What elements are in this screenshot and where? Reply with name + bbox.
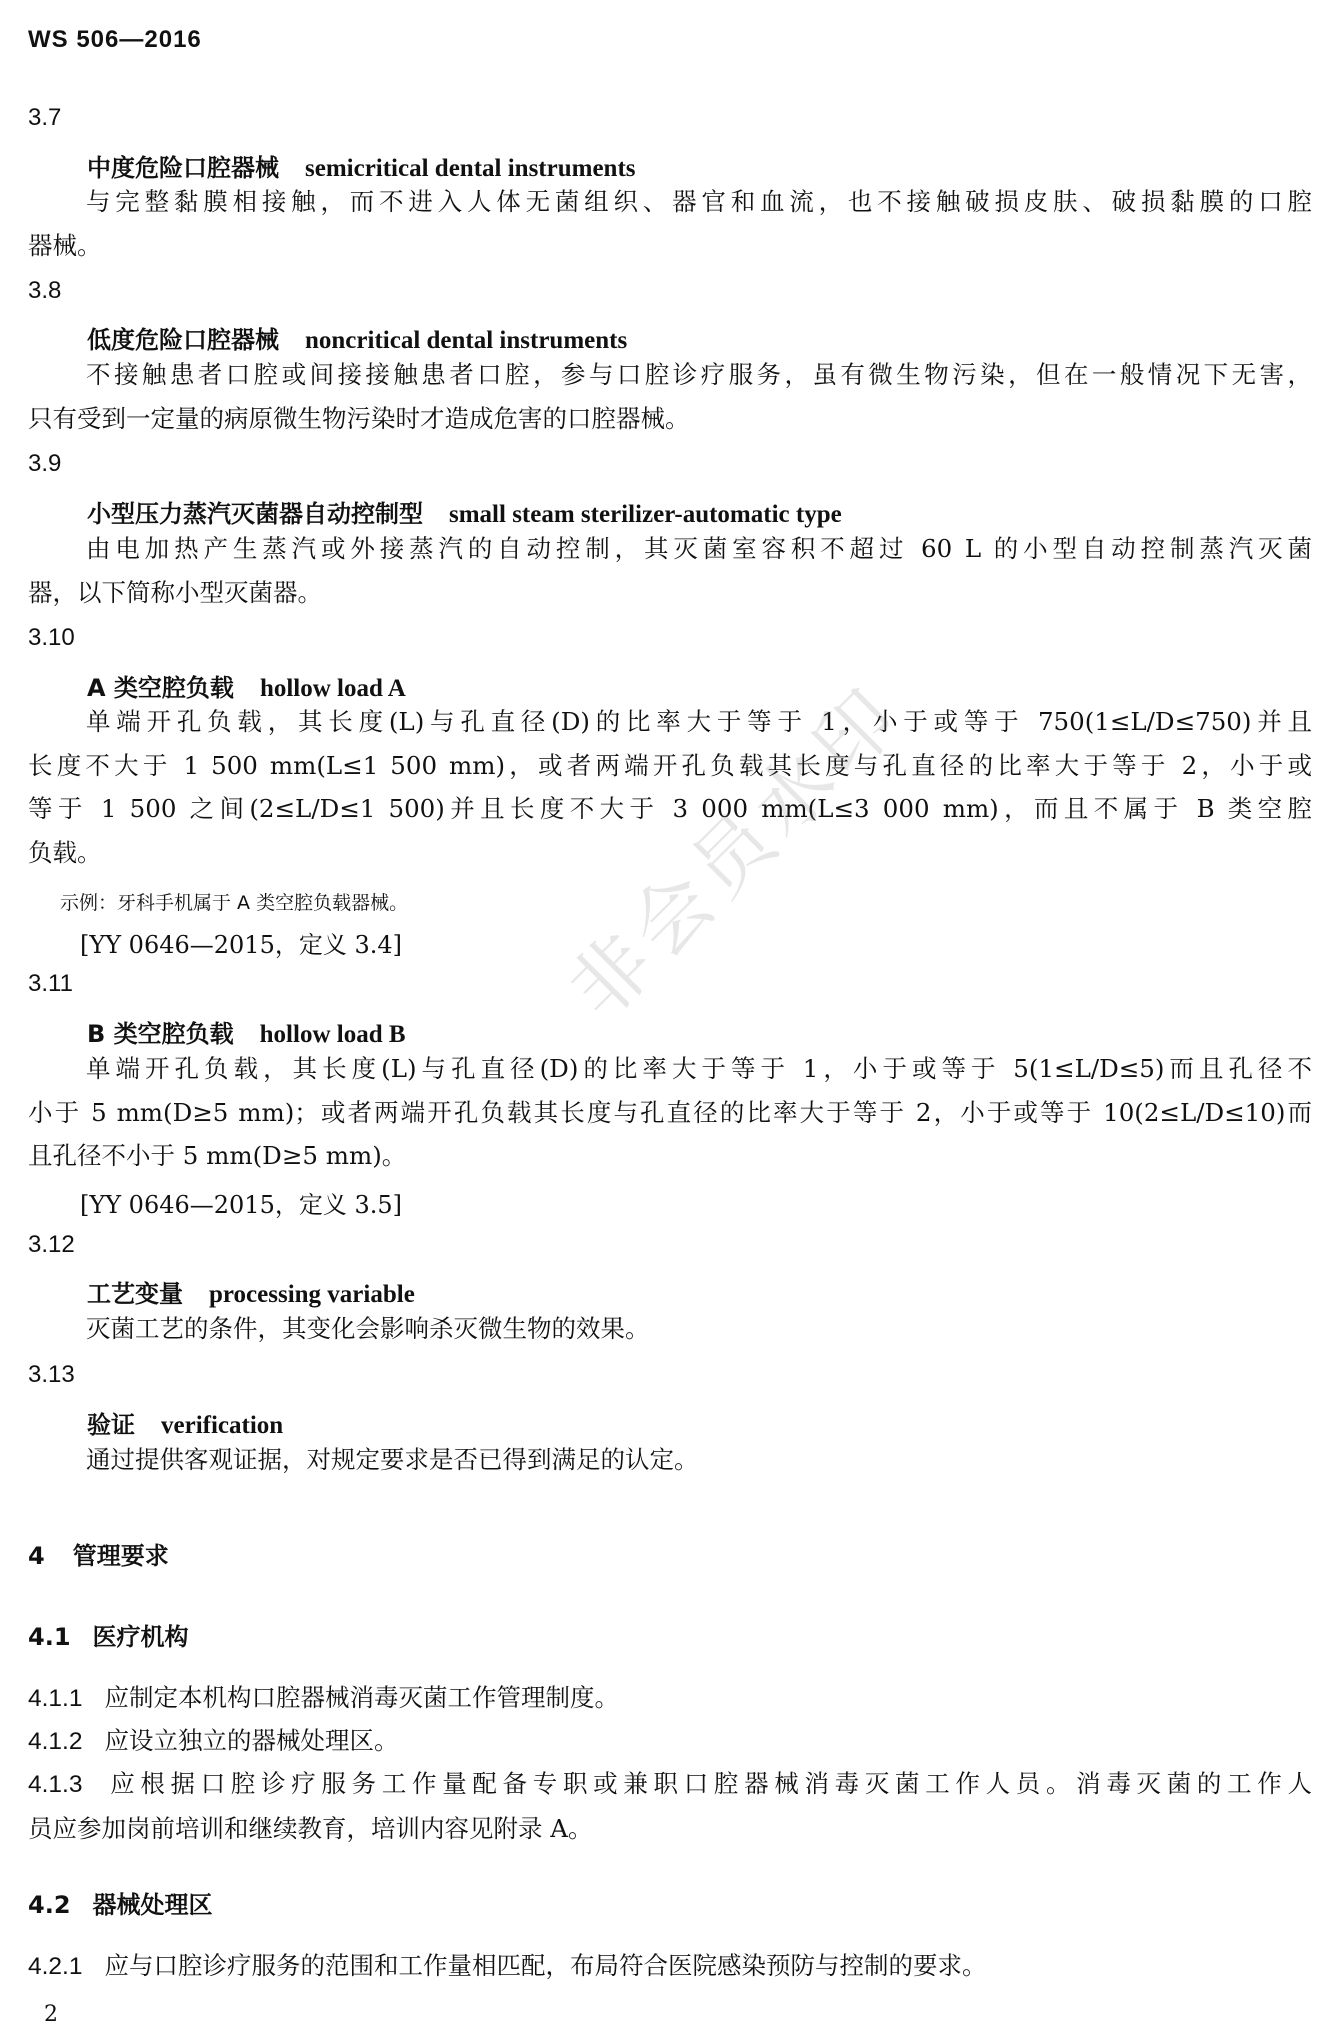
term-en: small steam sterilizer-automatic type: [449, 501, 842, 528]
clause-number: 3.7: [28, 104, 62, 131]
text-line: 器，以下简称小型灭菌器。: [28, 577, 322, 607]
term-cn: 验证: [87, 1411, 135, 1439]
term-heading: [87, 1405, 283, 1440]
term-cn: A 类空腔负载: [87, 674, 234, 702]
clause-number: 4.1.3: [28, 1771, 83, 1798]
definition-text: [28, 180, 1312, 267]
subsection-number: 4.1: [28, 1623, 71, 1651]
definition-text: [28, 527, 1312, 614]
section-number: 4: [28, 1542, 45, 1570]
text-line: 负载。: [28, 837, 102, 867]
clause-4-1-3: [28, 1762, 1312, 1850]
clause-number: 4.1.1: [28, 1685, 83, 1712]
text-line: 且孔径不小于 5 mm(D≥5 mm)。: [28, 1141, 407, 1170]
text-line: 灭菌工艺的条件，其变化会影响杀灭微生物的效果。: [86, 1314, 650, 1343]
clause-text: 应设立独立的器械处理区。: [104, 1726, 399, 1755]
text-line: 长度不大于 1 500 mm(L≤1 500 mm)，或者两端开孔负载其长度与孔直径的比率大于等于 2，小于或: [28, 750, 1312, 780]
clause-text: 应与口腔诊疗服务的范围和工作量相匹配，布局符合医院感染预防与控制的要求。: [104, 1951, 987, 1980]
clause-number: 4.1.2: [28, 1728, 83, 1755]
term-en: processing variable: [209, 1281, 415, 1308]
citation: [YY 0646—2015，定义 3.4]: [80, 931, 402, 959]
term-cn: 小型压力蒸汽灭菌器自动控制型: [87, 500, 423, 528]
term-heading: [87, 1014, 406, 1049]
clause-number: 3.12: [28, 1231, 75, 1258]
subsection-heading: [28, 1885, 213, 1920]
term-heading: [87, 1274, 415, 1309]
clause-number: 3.9: [28, 450, 62, 477]
term-cn: B 类空腔负载: [87, 1020, 234, 1048]
clause-line: [28, 1762, 1312, 1807]
subsection-number: 4.2: [28, 1891, 71, 1919]
term-cn: 中度危险口腔器械: [87, 154, 279, 182]
text-line: 单端开孔负载，其长度(L)与孔直径(D)的比率大于等于 1，小于或等于 5(1≤L/D≤5)而且孔径不: [86, 1054, 1312, 1083]
term-cn: 低度危险口腔器械: [87, 326, 279, 354]
term-en: verification: [161, 1412, 284, 1439]
definition-text: [28, 353, 1312, 440]
example-note: 示例：牙科手机属于 A 类空腔负载器械。: [60, 892, 409, 914]
term-heading: [87, 668, 406, 703]
term-heading: [87, 494, 842, 529]
clause-line: 员应参加岗前培训和继续教育，培训内容见附录 A。: [28, 1813, 593, 1843]
term-cn: 工艺变量: [87, 1280, 183, 1308]
text-line: 单端开孔负载，其长度(L)与孔直径(D)的比率大于等于 1，小于或等于 750(1≤L/D≤750)并且: [86, 707, 1312, 736]
section-title: 管理要求: [72, 1542, 169, 1570]
clause-number: 3.10: [28, 624, 75, 651]
clause-text: 应根据口腔诊疗服务工作量配备专职或兼职口腔器械消毒灭菌工作人员。消毒灭菌的工作人: [104, 1769, 1312, 1798]
clause-number: 3.13: [28, 1361, 75, 1388]
definition-text: [28, 1047, 1312, 1178]
text-line: 器械。: [28, 230, 102, 260]
term-en: noncritical dental instruments: [305, 327, 628, 354]
clause-number: 3.8: [28, 277, 62, 304]
term-heading: [87, 320, 627, 355]
text-line: 等于 1 500 之间(2≤L/D≤1 500)并且长度不大于 3 000 mm(L≤3 000 mm)，而且不属于 B 类空腔: [28, 794, 1312, 823]
clause-text: 应制定本机构口腔器械消毒灭菌工作管理制度。: [104, 1683, 619, 1712]
clause-4-2-1: [28, 1944, 1312, 1989]
section-heading: [28, 1536, 169, 1571]
watermark: 非会员水印: [552, 668, 921, 1037]
subsection-title: 医疗机构: [92, 1623, 189, 1651]
term-en: hollow load B: [259, 1021, 406, 1048]
clause-4-1-2: [28, 1719, 1312, 1764]
term-en: hollow load A: [259, 675, 406, 702]
term-heading: [87, 148, 636, 183]
clause-number: 4.2.1: [28, 1953, 83, 1980]
citation: [YY 0646—2015，定义 3.5]: [80, 1191, 402, 1219]
definition-text: [28, 1438, 1312, 1482]
document-header: WS 506—2016: [28, 26, 202, 53]
text-line: 只有受到一定量的病原微生物污染时才造成危害的口腔器械。: [28, 403, 690, 433]
text-line: 小于 5 mm(D≥5 mm)；或者两端开孔负载其长度与孔直径的比率大于等于 2，小于或等于 10(2≤L/D≤10)而: [28, 1097, 1312, 1127]
clause-4-1-1: [28, 1676, 1312, 1721]
text-line: 与完整黏膜相接触，而不进入人体无菌组织、器官和血流，也不接触破损皮肤、破损黏膜的口腔: [86, 187, 1312, 216]
definition-text: [28, 1307, 1312, 1351]
page-number: 2: [44, 2002, 58, 2027]
text-line: 不接触患者口腔或间接接触患者口腔，参与口腔诊疗服务，虽有微生物污染，但在一般情况下无害，: [86, 360, 1312, 389]
text-line: 通过提供客观证据，对规定要求是否已得到满足的认定。: [86, 1445, 699, 1474]
subsection-title: 器械处理区: [92, 1891, 213, 1919]
clause-number: 3.11: [28, 970, 73, 997]
term-en: semicritical dental instruments: [305, 155, 636, 182]
subsection-heading: [28, 1617, 189, 1652]
text-line: 由电加热产生蒸汽或外接蒸汽的自动控制，其灭菌室容积不超过 60 L 的小型自动控制蒸汽灭菌: [86, 534, 1312, 563]
